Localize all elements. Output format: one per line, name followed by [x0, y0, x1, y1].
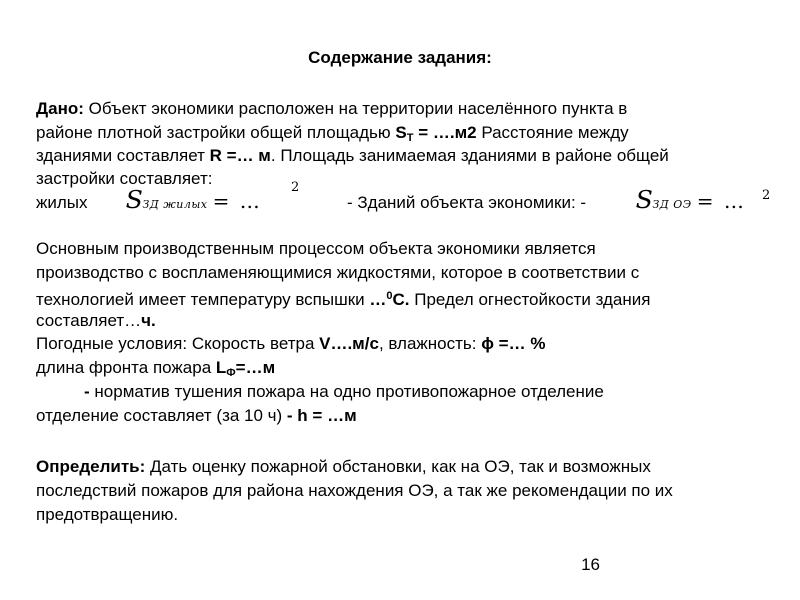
- given-line-1: [36, 98, 627, 119]
- weather-line-2: [36, 357, 275, 384]
- determine-line-3: предотвращению.: [36, 505, 179, 524]
- weather-text-4a: отделение составляет (за 10 ч): [36, 406, 287, 425]
- norm-value: - h = …м: [286, 406, 357, 425]
- weather-text-1a: Погодные условия: Скорость ветра: [36, 334, 320, 353]
- weather-line-3: [36, 381, 604, 402]
- process-text-3d: Предел огнестойкости здания: [409, 290, 651, 309]
- formula-object-rhs: = …: [696, 189, 746, 213]
- degree-superscript: 0: [386, 290, 393, 302]
- process-text-4a: составляет…: [36, 311, 142, 330]
- weather-text-2a: длина фронта пожара: [36, 358, 216, 377]
- flash-point-value: …: [369, 290, 387, 309]
- determine-label: Определить:: [36, 457, 146, 476]
- given-line-3: [36, 145, 669, 166]
- slide-title: Содержание задания:: [308, 48, 492, 67]
- process-line-2: производство с воспламеняющимися жидкостями, которое в соответствии с: [36, 263, 640, 282]
- humidity-value: ϕ =… %: [481, 334, 546, 353]
- weather-text-1c: , влажность:: [378, 334, 482, 353]
- determine-line-1: [36, 456, 651, 477]
- fire-front-symbol: L: [215, 358, 227, 377]
- weather-dash: -: [84, 382, 95, 401]
- formula-residential-symbol: S: [125, 186, 143, 214]
- process-line-4: [36, 310, 156, 331]
- weather-line-4: [36, 405, 357, 426]
- formula-residential-exponent: 2: [291, 180, 300, 195]
- fire-front-value: =…м: [235, 358, 276, 377]
- area-value: = ….м2: [413, 123, 477, 142]
- given-text-3c: . Площадь занимаемая зданиями в районе общей: [270, 146, 669, 165]
- flash-point-unit: С.: [392, 290, 410, 309]
- given-text-1: Объект экономики расположен на территории населённого пункта в: [88, 99, 628, 118]
- formula-residential-subscript: ЗД жилых: [142, 198, 208, 211]
- weather-line-1: [36, 333, 545, 354]
- area-symbol: S: [395, 123, 407, 142]
- process-line-3: [36, 286, 650, 310]
- given-line-4: застройки составляет:: [36, 169, 213, 188]
- formula-residential: [126, 186, 262, 214]
- given-label: Дано:: [36, 99, 84, 118]
- formula-object-exponent: 2: [762, 188, 771, 203]
- process-line-1: Основным производственным процессом объекта экономики является: [36, 239, 596, 258]
- formula-object-symbol: S: [635, 186, 653, 214]
- given-text-2d: Расстояние между: [476, 123, 629, 142]
- wind-speed-value: V….м/с: [319, 334, 379, 353]
- fire-front-subscript: Ф: [226, 367, 236, 379]
- formula-residential-rhs: = …: [212, 189, 262, 213]
- distance-value: R =… м: [209, 146, 271, 165]
- formula-object-subscript: ЗД ОЭ: [652, 198, 692, 211]
- given-line-5b: - Зданий объекта экономики: -: [347, 193, 587, 212]
- page-number: 16: [581, 555, 600, 574]
- weather-text-3b: норматив тушения пожара на одно противопожарное отделение: [94, 382, 604, 401]
- area-subscript: T: [406, 132, 414, 144]
- process-text-3a: технологией имеет температуру вспышки: [36, 290, 370, 309]
- formula-object: [636, 186, 746, 214]
- fire-resistance-unit: ч.: [141, 311, 156, 330]
- given-text-2a: районе плотной застройки общей площадью: [36, 123, 396, 142]
- given-text-3a: зданиями составляет: [36, 146, 210, 165]
- given-line-5a: жилых: [36, 193, 88, 212]
- determine-line-2: последствий пожаров для района нахождения ОЭ, а так же рекомендации по их: [36, 481, 673, 500]
- determine-text-1: Дать оценку пожарной обстановки, как на ОЭ, так и возможных: [145, 457, 651, 476]
